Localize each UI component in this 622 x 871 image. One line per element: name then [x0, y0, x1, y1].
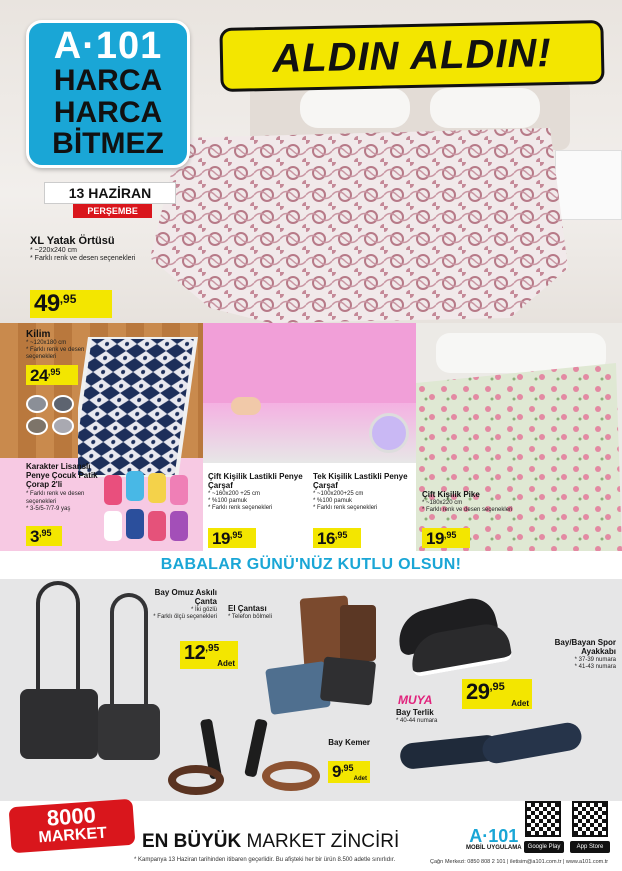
qr-code-ios — [572, 801, 608, 837]
product-terlik — [396, 709, 476, 725]
a101-logo — [26, 20, 190, 168]
detail-line: * ~100x200+25 cm — [313, 491, 413, 498]
price-unit: Adet — [511, 699, 529, 708]
product-details — [30, 247, 150, 264]
day-text: PERŞEMBE — [73, 204, 152, 218]
product-el-cantasi — [228, 605, 288, 621]
detail-line: * 40-44 numara — [396, 718, 476, 725]
product-yatak — [30, 235, 150, 264]
product-details — [26, 340, 86, 362]
headline-banner — [219, 20, 604, 92]
footer-logo-sub: MOBİL UYGULAMA — [466, 845, 522, 851]
price-decimal: ,95 — [38, 528, 52, 538]
price-integer: 19 — [426, 529, 444, 548]
price-tag-canta — [180, 641, 238, 669]
price-decimal: ,95 — [205, 643, 220, 654]
logo-slogan-1: HARCA — [53, 64, 163, 97]
product-title: Bay Kemer — [328, 738, 370, 747]
socks-image — [104, 471, 198, 549]
lavender-sheet-image — [369, 413, 409, 453]
belt-brown-coil — [262, 761, 320, 791]
price-tag-tek-carsaf — [313, 528, 361, 548]
detail-line: * ~160x200 +25 cm — [208, 491, 308, 498]
sock — [104, 511, 122, 541]
price-tag-kilim — [26, 365, 78, 385]
rug-swatch — [26, 417, 48, 435]
price-integer: 16 — [317, 529, 335, 548]
product-details — [520, 657, 616, 671]
detail-line: * İki gözlü — [145, 607, 217, 614]
product-details — [208, 491, 308, 513]
price-unit: Adet — [353, 776, 367, 782]
product-ayakkabi — [520, 639, 616, 671]
men-section — [0, 579, 622, 801]
pike-panel — [416, 323, 622, 551]
product-cift-carsaf — [208, 473, 308, 512]
rug-swatch — [26, 395, 48, 413]
product-kemer — [324, 739, 370, 748]
date-text: 13 HAZİRAN — [44, 182, 176, 204]
detail-line: * Farklı renk ve desen seçenekleri — [26, 491, 104, 505]
product-title: El Çantası — [228, 604, 267, 613]
detail-line: * ~220x240 cm — [30, 247, 150, 255]
detail-line: * Farklı renk ve desen seçenekleri — [26, 347, 86, 361]
price-integer: 3 — [30, 527, 39, 546]
wallet-open — [340, 605, 376, 661]
sock — [126, 471, 144, 501]
kilim-panel — [0, 323, 203, 551]
detail-line: * ~180x220 cm — [422, 500, 518, 507]
product-title: Çift Kişilik Lastikli Penye Çarşaf — [208, 472, 303, 490]
price-decimal: ,95 — [334, 530, 348, 540]
rug-swatch — [52, 417, 74, 435]
qr-code-android — [525, 801, 561, 837]
badge-top: 8000 — [46, 802, 97, 831]
price-tag-yatak — [30, 290, 112, 318]
disclaimer-text: * Kampanya 13 Haziran tarihinden itibaren geçerlidir. Bu afişteki her bir ürün 8.500 adetle sınırlıdır. — [134, 857, 396, 863]
detail-line: * ~120x180 cm — [26, 340, 86, 347]
logo-slogan-3: BİTMEZ — [52, 127, 164, 160]
headline-text: ALDIN ALDIN! — [271, 30, 553, 81]
carsaf-panel — [203, 323, 416, 551]
product-title: Tek Kişilik Lastikli Penye Çarşaf — [313, 472, 408, 490]
footer-logo-text: A·101 — [469, 826, 519, 846]
product-pike — [422, 491, 518, 514]
product-details — [313, 491, 413, 513]
detail-line: * %100 pamuk — [313, 498, 413, 505]
price-tag-kemer — [328, 761, 370, 783]
price-integer: 19 — [212, 529, 230, 548]
slogan-rest: MARKET ZİNCİRİ — [246, 831, 400, 852]
detail-line: * Farklı renk seçenekleri — [313, 505, 413, 512]
footer-logo — [466, 827, 522, 851]
price-integer: 29 — [466, 679, 490, 704]
detail-line: * Farklı renk ve desen seçenekleri — [422, 507, 518, 514]
product-details — [26, 491, 104, 513]
kilim-rug-image — [78, 337, 198, 477]
price-decimal: ,95 — [443, 530, 457, 540]
google-play-button[interactable]: Google Play — [524, 841, 564, 853]
app-store-button[interactable]: App Store — [570, 841, 610, 853]
sock — [170, 511, 188, 541]
sock — [148, 473, 166, 503]
date-badge — [44, 182, 176, 218]
sock — [104, 475, 122, 505]
price-tag-cift-carsaf — [208, 528, 256, 548]
detail-line: * %100 pamuk — [208, 498, 308, 505]
8000-market-badge — [9, 799, 136, 854]
shoulder-bag-small — [98, 704, 160, 760]
rug-swatch — [52, 395, 74, 413]
product-tek-carsaf — [313, 473, 413, 512]
pike-image — [416, 363, 622, 551]
hero-section — [0, 0, 622, 323]
price-decimal: ,95 — [59, 292, 77, 306]
price-decimal: ,95 — [340, 763, 354, 773]
price-decimal: ,95 — [489, 681, 505, 693]
hand-image — [231, 397, 261, 415]
price-decimal: ,95 — [47, 367, 61, 377]
product-corap — [26, 463, 104, 513]
price-decimal: ,95 — [229, 530, 243, 540]
product-details — [422, 500, 518, 514]
sock — [148, 511, 166, 541]
price-integer: 9 — [332, 762, 341, 781]
product-title: Bay Terlik — [396, 708, 434, 717]
product-canta — [145, 589, 217, 621]
price-integer: 49 — [34, 290, 60, 317]
wallet-black — [320, 656, 376, 705]
product-title: Karakter Lisanslı Penye Çocuk Patik Çorap 2'li — [26, 462, 98, 489]
price-integer: 24 — [30, 366, 48, 385]
slogan-bold: EN BÜYÜK — [142, 831, 242, 852]
logo-slogan-2: HARCA — [53, 95, 163, 129]
product-title: Bay Omuz Askılı Çanta — [154, 588, 217, 606]
detail-line: * Farklı ölçü seçenekleri — [145, 614, 217, 621]
detail-line: * Farklı renk seçenekleri — [208, 505, 308, 512]
product-title: Kilim — [26, 329, 51, 340]
footer — [0, 801, 622, 871]
badge-bottom: MARKET — [37, 824, 108, 847]
bag-strap — [110, 593, 148, 709]
price-unit: Adet — [217, 659, 235, 668]
price-tag-corap — [26, 526, 62, 546]
muya-logo: MUYA — [398, 693, 433, 707]
sock — [170, 475, 188, 505]
product-details — [396, 718, 476, 725]
detail-line: * Telefon bölmeli — [228, 614, 288, 621]
bag-strap — [36, 581, 80, 701]
price-tag-pike — [422, 528, 470, 548]
contact-text: Çağrı Merkezi: 0850 808 2 101 | iletisim@a101.com.tr | www.a101.com.tr — [430, 859, 609, 865]
sock — [126, 509, 144, 539]
price-tag-ayakkabi — [462, 679, 532, 709]
detail-line: * 3-5/5-7/7-9 yaş — [26, 506, 104, 513]
belt-brown-coil — [168, 765, 224, 795]
product-details — [228, 614, 288, 621]
detail-line: * 41-43 numara — [520, 664, 616, 671]
product-title: Bay/Bayan Spor Ayakkabı — [554, 638, 616, 656]
fathers-day-band — [0, 551, 622, 579]
price-integer: 12 — [184, 642, 206, 664]
product-title: Çift Kişilik Pike — [422, 490, 480, 499]
product-details — [145, 607, 217, 621]
logo-brand: A·101 — [53, 25, 163, 67]
product-title: XL Yatak Örtüsü — [30, 235, 115, 247]
band-text: BABALAR GÜNÜ'NÜZ KUTLU OLSUN! — [160, 556, 462, 573]
detail-line: * 37-39 numara — [520, 657, 616, 664]
product-kilim — [26, 329, 86, 362]
detail-line: * Farklı renk ve desen seçenekleri — [30, 255, 150, 263]
slipper — [480, 721, 583, 766]
footer-slogan — [142, 831, 399, 853]
bedspread-image — [150, 118, 570, 323]
